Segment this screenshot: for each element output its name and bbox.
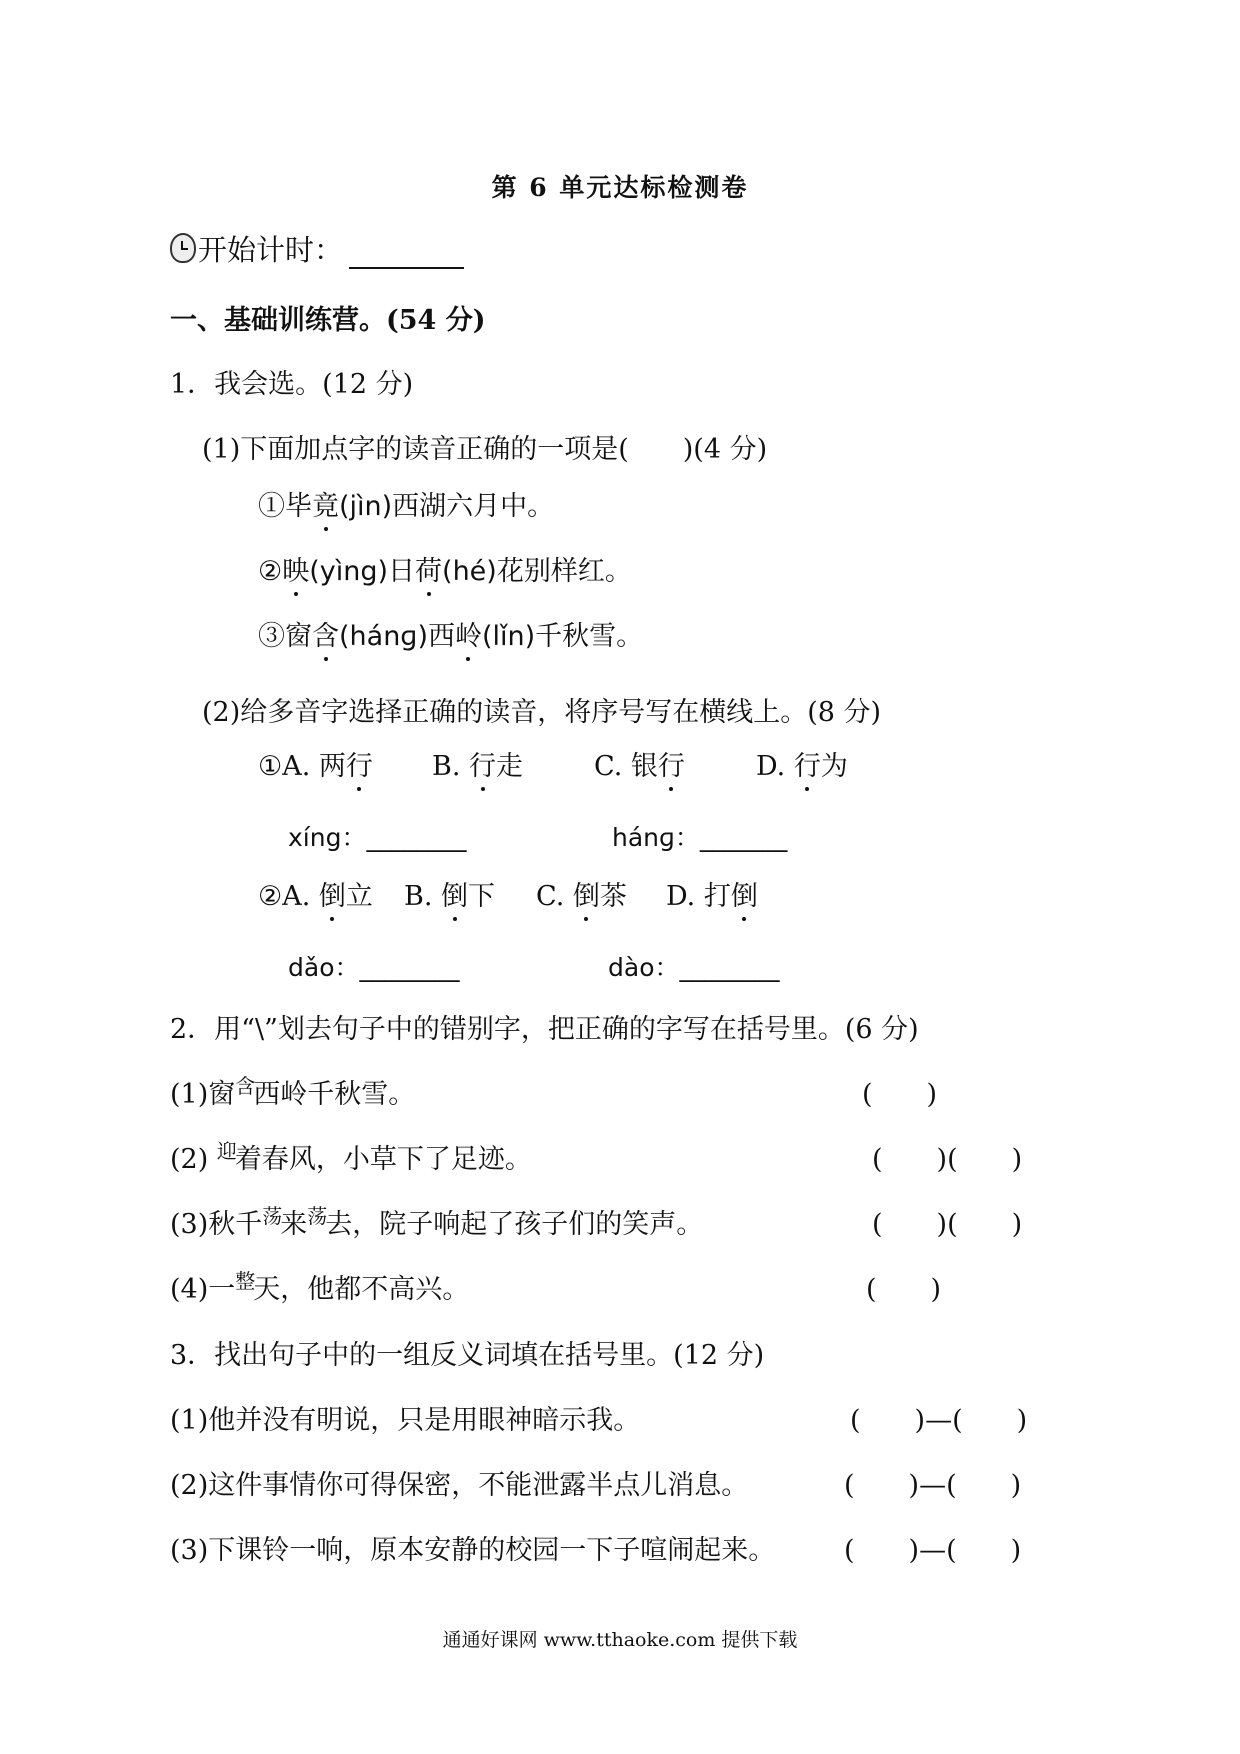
item-text: 来: [280, 1209, 308, 1240]
dotted-char: 映: [282, 549, 309, 588]
q2-item-2: [170, 1137, 532, 1176]
option-text: 茶: [599, 881, 627, 912]
dotted-char: 行: [658, 744, 685, 783]
dotted-char: 行: [794, 744, 821, 783]
wrong-char: 荡: [262, 1204, 281, 1228]
group2-option-d: [666, 874, 758, 913]
q3-answer-3[interactable]: ( )—( ): [844, 1535, 1022, 1566]
group2-option-b: [404, 874, 495, 913]
option-text: B.: [404, 881, 442, 912]
xing-blank[interactable]: xíng：________: [288, 823, 467, 852]
item-text: 去，院子响起了孩子们的笑声。: [325, 1209, 704, 1240]
question-1-2-heading: (2)给多音字选择正确的读音，将序号写在横线上。(8 分): [202, 697, 882, 728]
option-text: (yìng)日: [309, 556, 416, 587]
option-text: ②: [258, 556, 283, 587]
option-1: [258, 484, 554, 523]
wrong-char: 荡: [307, 1204, 326, 1228]
question-1-heading: 1．我会选。(12 分): [170, 369, 414, 400]
timer-blank[interactable]: [349, 239, 464, 269]
wrong-char: 整: [235, 1269, 254, 1293]
question-1-1-heading: (1)下面加点字的读音正确的一项是( )(4 分): [202, 434, 768, 465]
wrong-char: 迎: [216, 1139, 235, 1163]
q3-item-1: (1)他并没有明说，只是用眼神暗示我。: [170, 1405, 641, 1436]
page-title: 第 6 单元达标检测卷: [491, 173, 749, 202]
question-2-heading: 2．用“\”划去句子中的错别字，把正确的字写在括号里。(6 分): [170, 1014, 919, 1045]
option-text: D. 打: [666, 881, 731, 912]
option-text: ②A.: [258, 881, 319, 912]
dotted-char: 倒: [573, 874, 600, 913]
dotted-char: 倒: [441, 874, 468, 913]
dotted-char: 荷: [415, 549, 442, 588]
option-text: ①毕: [258, 491, 312, 522]
dotted-char: 倒: [731, 874, 758, 913]
item-text: (1)窗: [170, 1079, 236, 1110]
option-2: [258, 549, 632, 588]
dao3-blank[interactable]: dǎo：________: [288, 953, 460, 982]
dao4-blank[interactable]: dào：________: [608, 953, 780, 982]
page-footer: 通通好课网 www.tthaoke.com 提供下载: [442, 1629, 798, 1651]
option-text: (hé)花别样红。: [442, 556, 632, 587]
group2-option-c: [536, 874, 627, 913]
option-text: ①A. 两: [258, 751, 346, 782]
option-text: C.: [536, 881, 573, 912]
option-3: [258, 614, 643, 653]
option-text: (jìn)西湖六月中。: [339, 491, 555, 522]
start-timer: [170, 228, 464, 269]
option-text: B.: [432, 751, 470, 782]
question-3-heading: 3．找出句子中的一组反义词填在括号里。(12 分): [170, 1340, 765, 1371]
dotted-char: 行: [346, 744, 373, 783]
dotted-char: 岭: [455, 614, 482, 653]
wrong-char: 含: [235, 1074, 254, 1098]
q2-answer-3[interactable]: ( )( ): [872, 1209, 1023, 1240]
group1-option-c: [594, 744, 685, 783]
option-text: 下: [468, 881, 496, 912]
item-text: 天，他都不高兴。: [253, 1274, 470, 1305]
q2-answer-4[interactable]: ( ): [866, 1274, 942, 1305]
option-text: ③窗: [258, 621, 312, 652]
item-text: (4)一: [170, 1274, 236, 1305]
q2-item-4: [170, 1267, 469, 1306]
clock-icon: [170, 233, 196, 263]
q3-item-2: (2)这件事情你可得保密，不能泄露半点儿消息。: [170, 1470, 749, 1501]
q2-answer-2[interactable]: ( )( ): [872, 1144, 1023, 1175]
item-text: (2): [170, 1144, 217, 1175]
q3-answer-2[interactable]: ( )—( ): [844, 1470, 1022, 1501]
option-text: 走: [496, 751, 524, 782]
group1-option-b: [432, 744, 523, 783]
item-text: 西岭千秋雪。: [253, 1079, 416, 1110]
hang-blank[interactable]: hánɡ：_______: [612, 823, 788, 852]
item-text: (3)秋千: [170, 1209, 263, 1240]
group2-option-a: [258, 874, 373, 913]
section-heading: 一、基础训练营。(54 分): [170, 305, 486, 336]
option-text: (hánɡ)西: [339, 621, 455, 652]
q3-item-3: (3)下课铃一响，原本安静的校园一下子喧闹起来。: [170, 1535, 776, 1566]
dotted-char: 竟: [312, 484, 339, 523]
group1-option-d: [756, 744, 848, 783]
option-text: 为: [820, 751, 848, 782]
dotted-char: 倒: [319, 874, 346, 913]
option-text: D.: [756, 751, 794, 782]
q2-item-3: [170, 1202, 703, 1241]
q2-answer-1[interactable]: ( ): [862, 1079, 938, 1110]
q3-answer-1[interactable]: ( )—( ): [850, 1405, 1028, 1436]
option-text: 立: [345, 881, 373, 912]
timer-label: 开始计时：: [198, 233, 344, 267]
dotted-char: 含: [312, 614, 339, 653]
item-text: 着春风，小草下了足迹。: [234, 1144, 532, 1175]
option-text: C. 银: [594, 751, 658, 782]
group1-option-a: [258, 744, 373, 783]
option-text: (lǐn)千秋雪。: [481, 621, 644, 652]
dotted-char: 行: [469, 744, 496, 783]
q2-item-1: [170, 1072, 415, 1111]
